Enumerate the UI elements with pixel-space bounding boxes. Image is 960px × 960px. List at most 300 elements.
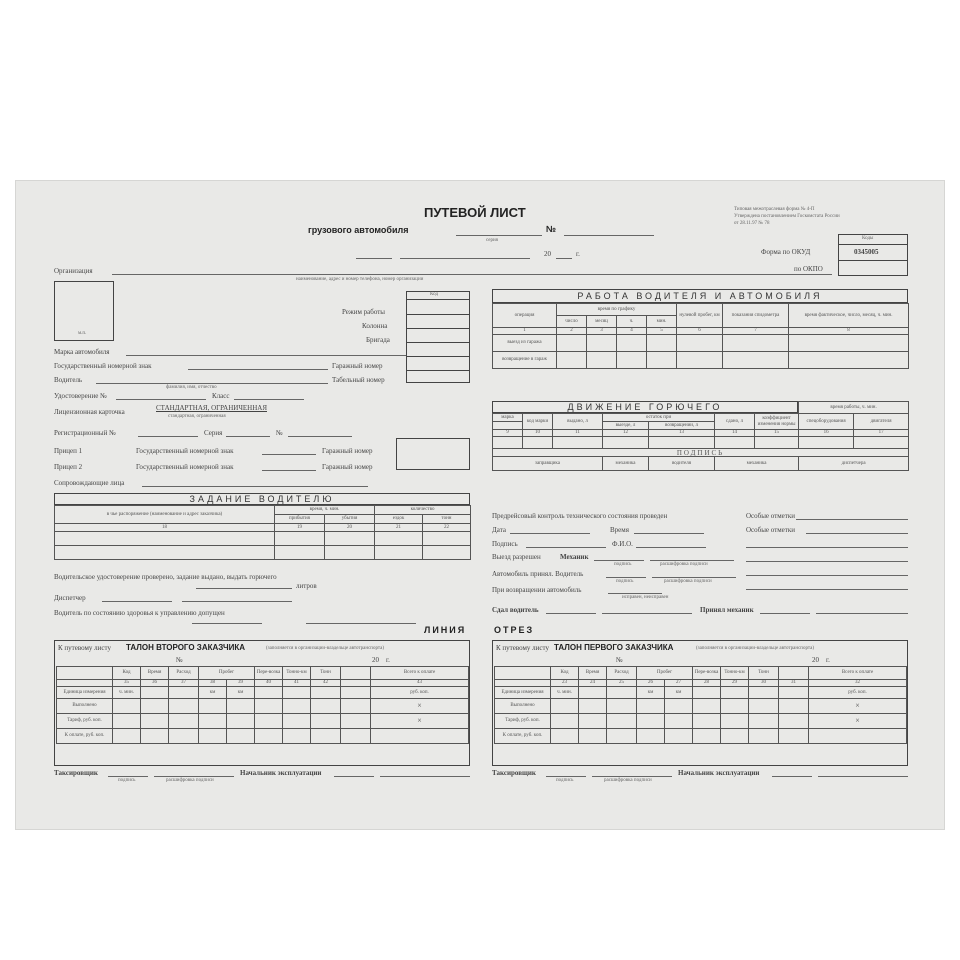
fuel-col-code: код марки — [523, 414, 553, 430]
fio-line[interactable] — [636, 547, 706, 548]
coupon2-cell[interactable] — [283, 729, 311, 744]
date-label: Дата — [492, 526, 506, 534]
sign-label: Подпись — [492, 540, 518, 548]
coupon1-num: 24 — [579, 680, 607, 687]
fuel-cell[interactable] — [649, 437, 715, 449]
coupon2-row-unit: Единица измерения — [57, 687, 113, 699]
driver-hint: фамилия, имя, отчество — [166, 385, 217, 390]
coupon1-cell[interactable] — [607, 729, 637, 744]
task-col-tons: тонн — [423, 515, 471, 524]
coupon1-year: 20 — [812, 656, 819, 664]
coupon1-cell[interactable] — [637, 729, 665, 744]
coupon2-num: 35 — [113, 680, 141, 687]
coupon1-cell[interactable] — [665, 714, 693, 729]
work-cell[interactable] — [789, 352, 909, 369]
coupon2-num: 39 — [227, 680, 255, 687]
fuel-cell[interactable] — [854, 437, 909, 449]
cross-icon: × — [371, 714, 469, 729]
work-num: 4 — [617, 328, 647, 335]
coupon2-cell[interactable] — [141, 699, 169, 714]
coupon2-cell[interactable] — [169, 729, 199, 744]
hand-driver-sign[interactable] — [546, 613, 596, 614]
coupon1-title: ТАЛОН ПЕРВОГО ЗАКАЗЧИКА — [554, 643, 674, 652]
coupon2-to-list: К путевому листу — [58, 644, 111, 652]
gov-number-label: Государственный номерной знак — [54, 362, 152, 370]
fuel-col-engine: двигателя — [854, 414, 909, 430]
coupon2-cell[interactable] — [341, 729, 371, 744]
cut-label: ОТРЕЗ — [494, 625, 535, 635]
fuel-col-issued: выдано, л — [553, 414, 603, 430]
marks-line-2[interactable] — [746, 547, 908, 548]
task-col-leave: убытия — [325, 515, 375, 524]
fuel-cell[interactable] — [603, 437, 649, 449]
fuel-cell[interactable] — [523, 437, 553, 449]
date-year-suffix: г. — [576, 250, 580, 258]
coupon2-cell[interactable] — [199, 699, 227, 714]
column-label: Колонна — [362, 322, 388, 330]
trailer1-label: Прицеп 1 — [54, 447, 83, 455]
hand-driver-decode[interactable] — [602, 613, 692, 614]
garage-number-box[interactable] — [396, 438, 470, 470]
task-col-time: время, ч. мин. — [275, 506, 375, 515]
fuel-col-out: выезде, л — [603, 422, 649, 430]
marks-line-5[interactable] — [746, 589, 908, 590]
task-cell[interactable] — [55, 532, 275, 546]
coupon1-cell[interactable] — [551, 729, 579, 744]
fuel-cell[interactable] — [755, 437, 799, 449]
fuel-num: 9 — [493, 430, 523, 437]
coupon1-cell[interactable] — [693, 699, 721, 714]
precheck-text: Предрейсовый контроль технического состояния проведен — [492, 512, 668, 520]
org-line[interactable] — [112, 274, 832, 275]
car-brand-line[interactable] — [126, 355, 406, 356]
fuel-col-hand: сдано, л — [715, 414, 755, 430]
work-num: 2 — [557, 328, 587, 335]
coupon1-num: 31 — [779, 680, 809, 687]
coupon1-col: Код — [551, 667, 579, 680]
med-sign[interactable] — [192, 623, 262, 624]
fuel-cell[interactable] — [493, 437, 523, 449]
coupon1-cell[interactable] — [607, 699, 637, 714]
take-mechanic-decode[interactable] — [816, 613, 908, 614]
sign-hint: подпись — [616, 579, 634, 584]
medcheck-text: Водитель по состоянию здоровья к управлению допущен — [54, 609, 225, 617]
coupon1-num-sign: № — [616, 656, 623, 664]
coupon1-row-unit: Единица измерения — [495, 687, 551, 699]
coupon2-row-tariff: Тариф, руб. коп. — [57, 714, 113, 729]
coupon2-num: 37 — [169, 680, 199, 687]
escort-label: Сопровождающие лица — [54, 479, 125, 487]
work-cell[interactable] — [677, 352, 723, 369]
coupon1-num: 23 — [551, 680, 579, 687]
task-num: 21 — [375, 524, 423, 532]
coupon1-cell[interactable] — [721, 714, 749, 729]
fuel-issue-line[interactable] — [196, 588, 292, 589]
dispatcher-sign[interactable] — [102, 601, 172, 602]
org-hint: наименование, адрес и номер телефона, номер организации — [296, 277, 424, 282]
coupon2-cell[interactable] — [113, 714, 141, 729]
coupon2-cell[interactable] — [255, 729, 283, 744]
license-hint: стандартная, ограниченная — [168, 414, 226, 419]
condition-hint: исправен, неисправен — [622, 595, 669, 600]
coupon2-unit: км — [199, 687, 227, 699]
garage-number-label: Гаражный номер — [332, 362, 383, 370]
task-num: 22 — [423, 524, 471, 532]
form-note-2: Утверждена постановлением Госкомстата России — [734, 214, 840, 219]
document-title: ПУТЕВОЙ ЛИСТ — [424, 205, 526, 220]
coupon2-cell[interactable] — [227, 714, 255, 729]
series-label: Серия — [204, 429, 223, 437]
coupon1-to-list: К путевому листу — [496, 644, 549, 652]
coupon1-col: Расход — [607, 667, 637, 680]
fuel-num: 13 — [649, 430, 715, 437]
coupon1-cell[interactable] — [551, 699, 579, 714]
cross-icon: × — [371, 699, 469, 714]
coupon1-cell[interactable] — [665, 729, 693, 744]
work-col-actual: время фактическое, число, месяц, ч. мин. — [789, 304, 909, 328]
coupon1-cell[interactable] — [665, 699, 693, 714]
fuel-cell[interactable] — [553, 437, 603, 449]
coupon2-chief: Начальник эксплуатации — [240, 769, 322, 777]
coupon2-num: 42 — [311, 680, 341, 687]
other-marks-line[interactable] — [806, 533, 908, 534]
coupon2-num: 43 — [371, 680, 469, 687]
mechanic-decode[interactable] — [650, 560, 734, 561]
coupon1-row-tariff: Тариф, руб. коп. — [495, 714, 551, 729]
cross-icon: × — [809, 714, 907, 729]
form-note-3: от 28.11.97 № 78 — [734, 221, 770, 226]
coupon2-cell[interactable] — [311, 699, 341, 714]
accepted-decode[interactable] — [652, 577, 736, 578]
coupon1-chief-sign[interactable] — [772, 776, 812, 777]
fuel-sig-refueler[interactable]: заправщика — [493, 457, 603, 471]
accepted-sign[interactable] — [606, 577, 646, 578]
waybill-sheet — [15, 180, 945, 830]
fuel-num: 12 — [603, 430, 649, 437]
work-num: 7 — [723, 328, 789, 335]
license-check-text: Водительское удостоверение проверено, задание выдано, выдать горючего — [54, 573, 277, 581]
class-label: Класс — [212, 392, 230, 400]
on-return-label: При возвращении автомобиль — [492, 586, 582, 594]
coupon1-taxer-decode[interactable] — [592, 776, 672, 777]
reg-line[interactable] — [138, 436, 198, 437]
coupon1-num: 26 — [637, 680, 665, 687]
dispatcher-label: Диспетчер — [54, 594, 86, 602]
sign-hint: подпись — [118, 778, 136, 783]
okud-label: Форма по ОКУД — [761, 248, 811, 256]
task-cell[interactable] — [325, 532, 375, 546]
driver-label: Водитель — [54, 376, 83, 384]
coupon2-cell[interactable] — [113, 699, 141, 714]
coupon1-unit: ч. мин. — [551, 687, 579, 699]
mechanic-label: Механик — [560, 553, 589, 561]
coupon2-table — [56, 666, 469, 744]
decode-hint: расшифровка подписи — [664, 579, 712, 584]
coupon2-year: 20 — [372, 656, 379, 664]
sign-line[interactable] — [526, 547, 606, 548]
coupon2-unit: руб. коп. — [371, 687, 469, 699]
tab-number-label: Табельный номер — [332, 376, 385, 384]
coupon2-col: Пере-возка — [255, 667, 283, 680]
brigade-label: Бригада — [366, 336, 390, 344]
date-day-line[interactable] — [356, 258, 392, 259]
series-line-2[interactable] — [226, 436, 270, 437]
task-cell[interactable] — [275, 532, 325, 546]
coupon1-cell[interactable] — [637, 699, 665, 714]
task-cell[interactable] — [423, 532, 471, 546]
work-cell[interactable] — [617, 335, 647, 352]
coupon2-cell[interactable] — [199, 729, 227, 744]
coupon2-col: Код — [113, 667, 141, 680]
coupon1-note: (заполняется в организации-владельце автотранспорта) — [696, 646, 815, 651]
coupon2-cell[interactable] — [283, 699, 311, 714]
condition-line[interactable] — [608, 593, 662, 594]
work-col-month: месяц — [587, 316, 617, 328]
coupon1-cell[interactable] — [749, 729, 779, 744]
coupon2-cell[interactable] — [255, 714, 283, 729]
fuel-num: 11 — [553, 430, 603, 437]
coupon1-unit: км — [665, 687, 693, 699]
gov-number-line[interactable] — [188, 369, 328, 370]
coupon2-cell[interactable] — [341, 699, 371, 714]
work-cell[interactable] — [677, 335, 723, 352]
coupon1-taxer: Таксировщик — [492, 769, 536, 777]
series-line[interactable] — [456, 235, 542, 236]
coupon2-num: 41 — [283, 680, 311, 687]
work-col-zero: нулевой пробег, км — [677, 304, 723, 328]
coupon1-row-pay: К оплате, руб. коп. — [495, 729, 551, 744]
liters-label: литров — [296, 582, 317, 590]
coupon1-cell[interactable] — [637, 714, 665, 729]
task-cell[interactable] — [325, 546, 375, 560]
org-label: Организация — [54, 267, 93, 275]
coupon2-col: Тонн — [311, 667, 341, 680]
coupon1-row-done: Выполнено — [495, 699, 551, 714]
sign-hint: подпись — [614, 562, 632, 567]
date-line[interactable] — [510, 533, 590, 534]
coupon2-cell[interactable] — [227, 729, 255, 744]
coupon2-cell[interactable] — [169, 714, 199, 729]
coupon1-col: Тонн — [749, 667, 779, 680]
coupon2-num: 40 — [255, 680, 283, 687]
work-num: 1 — [493, 328, 557, 335]
form-note-1: Типовая межотраслевая форма № 4-П — [734, 207, 815, 212]
work-cell[interactable] — [723, 335, 789, 352]
work-col-operation: операция — [493, 304, 557, 328]
okud-value: 0345005 — [854, 248, 879, 256]
coupon1-col: Тонно-км — [721, 667, 749, 680]
number-line[interactable] — [564, 235, 654, 236]
coupon2-cell[interactable] — [255, 699, 283, 714]
coupon2-taxer-decode[interactable] — [154, 776, 234, 777]
coupon1-cell[interactable] — [749, 699, 779, 714]
work-col-day: число — [557, 316, 587, 328]
work-title: РАБОТА ВОДИТЕЛЯ И АВТОМОБИЛЯ — [492, 289, 908, 303]
fuel-num: 16 — [799, 430, 854, 437]
task-num: 18 — [55, 524, 275, 532]
work-cell[interactable] — [557, 352, 587, 369]
trailer1-gov-line[interactable] — [262, 454, 316, 455]
coupon2-cell[interactable] — [199, 714, 227, 729]
coupon1-cell[interactable] — [579, 714, 607, 729]
code-col-label: Код — [430, 292, 438, 297]
task-cell[interactable] — [375, 532, 423, 546]
task-col-whom: в чье распоряжение (наименование и адрес заказчика) — [55, 506, 275, 524]
coupon2-col: Пробег — [199, 667, 255, 680]
task-cell[interactable] — [275, 546, 325, 560]
fuel-col-return: возвращении, л — [649, 422, 715, 430]
coupon1-cell[interactable] — [779, 729, 809, 744]
task-cell[interactable] — [423, 546, 471, 560]
date-year-line[interactable] — [556, 258, 572, 259]
task-col-qty: количество — [375, 506, 471, 515]
cert-line[interactable] — [116, 399, 206, 400]
coupon1-num: 29 — [721, 680, 749, 687]
decode-hint: расшифровка подписи — [604, 778, 652, 783]
task-cell[interactable] — [55, 546, 275, 560]
mechanic-sign[interactable] — [594, 560, 644, 561]
coupon2-col: Время — [141, 667, 169, 680]
fuel-num: 15 — [755, 430, 799, 437]
decode-hint: расшифровка подписи — [166, 778, 214, 783]
okpo-label: по ОКПО — [794, 265, 823, 273]
trailer1-gov: Государственный номерной знак — [136, 447, 234, 455]
work-cell[interactable] — [723, 352, 789, 369]
dispatcher-decode[interactable] — [182, 601, 292, 602]
fuel-num: 10 — [523, 430, 553, 437]
med-decode[interactable] — [306, 623, 416, 624]
fuel-col-brand: марка — [493, 414, 523, 422]
coupon2-unit: км — [227, 687, 255, 699]
coupon2-cell[interactable] — [227, 699, 255, 714]
class-line[interactable] — [234, 399, 304, 400]
coupon1-cell[interactable] — [693, 714, 721, 729]
task-num: 20 — [325, 524, 375, 532]
coupon1-cell[interactable] — [779, 699, 809, 714]
fuel-sig-mechanic-2[interactable]: механика — [715, 457, 799, 471]
coupon2-cell[interactable] — [141, 729, 169, 744]
license-stamp: СТАНДАРТНАЯ, ОГРАНИЧЕННАЯ — [156, 404, 267, 412]
coupon2-cell[interactable] — [371, 729, 469, 744]
coupon1-num: 28 — [693, 680, 721, 687]
coupon2-cell[interactable] — [113, 729, 141, 744]
coupon1-cell[interactable] — [579, 729, 607, 744]
fio-label: Ф.И.О. — [612, 540, 633, 548]
coupon1-year-suffix: г. — [826, 656, 830, 664]
work-cell[interactable] — [647, 335, 677, 352]
coupon2-cell[interactable] — [311, 714, 341, 729]
coupon2-col: Расход — [169, 667, 199, 680]
hand-driver-label: Сдал водитель — [492, 606, 539, 614]
num-sign: № — [276, 429, 283, 437]
fuel-sig-dispatcher[interactable]: диспетчера — [799, 457, 909, 471]
work-cell[interactable] — [557, 335, 587, 352]
coupon1-row-head — [495, 667, 551, 680]
license-label: Лицензионная карточка — [54, 408, 125, 416]
cert-label: Удостоверение № — [54, 392, 107, 400]
coupon1-cell[interactable] — [579, 699, 607, 714]
work-cell[interactable] — [617, 352, 647, 369]
fuel-col-worktime: время работы, ч. мин. — [799, 402, 909, 414]
coupon2-chief-sign[interactable] — [334, 776, 374, 777]
coupon2-cell[interactable] — [341, 714, 371, 729]
coupon1-cell[interactable] — [693, 729, 721, 744]
task-cell[interactable] — [375, 546, 423, 560]
fuel-col-remainder: остаток при — [603, 414, 715, 422]
coupon2-cell[interactable] — [283, 714, 311, 729]
coupon1-taxer-sign[interactable] — [546, 776, 586, 777]
trailer1-garage: Гаражный номер — [322, 447, 373, 455]
coupon2-cell[interactable] — [311, 729, 341, 744]
work-cell[interactable] — [789, 335, 909, 352]
work-cell[interactable] — [587, 335, 617, 352]
work-cell[interactable] — [647, 352, 677, 369]
cross-icon: × — [809, 699, 907, 714]
work-col-schedule: время по графику — [557, 304, 677, 316]
take-mechanic-sign[interactable] — [760, 613, 810, 614]
fuel-col-special: спецоборудования — [799, 414, 854, 430]
fuel-signatures-title: ПОДПИСЬ — [493, 449, 909, 457]
escort-line[interactable] — [142, 486, 368, 487]
coupon2-cell[interactable] — [169, 699, 199, 714]
date-year: 20 — [544, 250, 551, 258]
work-num: 3 — [587, 328, 617, 335]
work-cell[interactable] — [587, 352, 617, 369]
coupon1-unit: км — [637, 687, 665, 699]
task-table — [54, 505, 471, 560]
fuel-cell[interactable] — [799, 437, 854, 449]
coupon1-cell[interactable] — [721, 729, 749, 744]
coupon1-cell[interactable] — [749, 714, 779, 729]
coupon2-note: (заполняется в организации-владельце автотранспорта) — [266, 646, 385, 651]
num-line[interactable] — [288, 436, 352, 437]
coupon1-col: Время — [579, 667, 607, 680]
series-hint: серия — [486, 238, 498, 243]
driver-line[interactable] — [96, 383, 328, 384]
coupon1-cell[interactable] — [779, 714, 809, 729]
stamp-label: м.п. — [78, 331, 87, 336]
coupon1-num: 27 — [665, 680, 693, 687]
fuel-cell[interactable] — [715, 437, 755, 449]
task-col-arrive: прибытия — [275, 515, 325, 524]
fuel-sig-mechanic[interactable]: механика — [603, 457, 649, 471]
coupon1-col: Пробег — [637, 667, 693, 680]
coupon1-chief-decode[interactable] — [818, 776, 908, 777]
coupon1-cell[interactable] — [551, 714, 579, 729]
coupon2-cell[interactable] — [141, 714, 169, 729]
coupon1-cell[interactable] — [607, 714, 637, 729]
date-month-line[interactable] — [400, 258, 530, 259]
coupon1-cell[interactable] — [809, 729, 907, 744]
mode-label: Режим работы — [342, 308, 386, 316]
coupon2-row-head — [57, 667, 113, 680]
marks-line-4[interactable] — [746, 575, 908, 576]
marks-line-3[interactable] — [746, 561, 908, 562]
coupon2-taxer-sign[interactable] — [108, 776, 148, 777]
coupon2-row-done: Выполнено — [57, 699, 113, 714]
coupon2-row-pay: К оплате, руб. коп. — [57, 729, 113, 744]
coupon1-num: 30 — [749, 680, 779, 687]
coupon2-chief-decode[interactable] — [380, 776, 470, 777]
fuel-sig-driver[interactable]: водителя — [649, 457, 715, 471]
work-num: 6 — [677, 328, 723, 335]
trailer2-gov-line[interactable] — [262, 470, 316, 471]
time-line[interactable] — [634, 533, 704, 534]
special-marks-line[interactable] — [796, 519, 908, 520]
fuel-col-coef: коэффициент изменения нормы — [755, 414, 799, 430]
coupon1-cell[interactable] — [721, 699, 749, 714]
fuel-title: ДВИЖЕНИЕ ГОРЮЧЕГО — [492, 401, 798, 413]
